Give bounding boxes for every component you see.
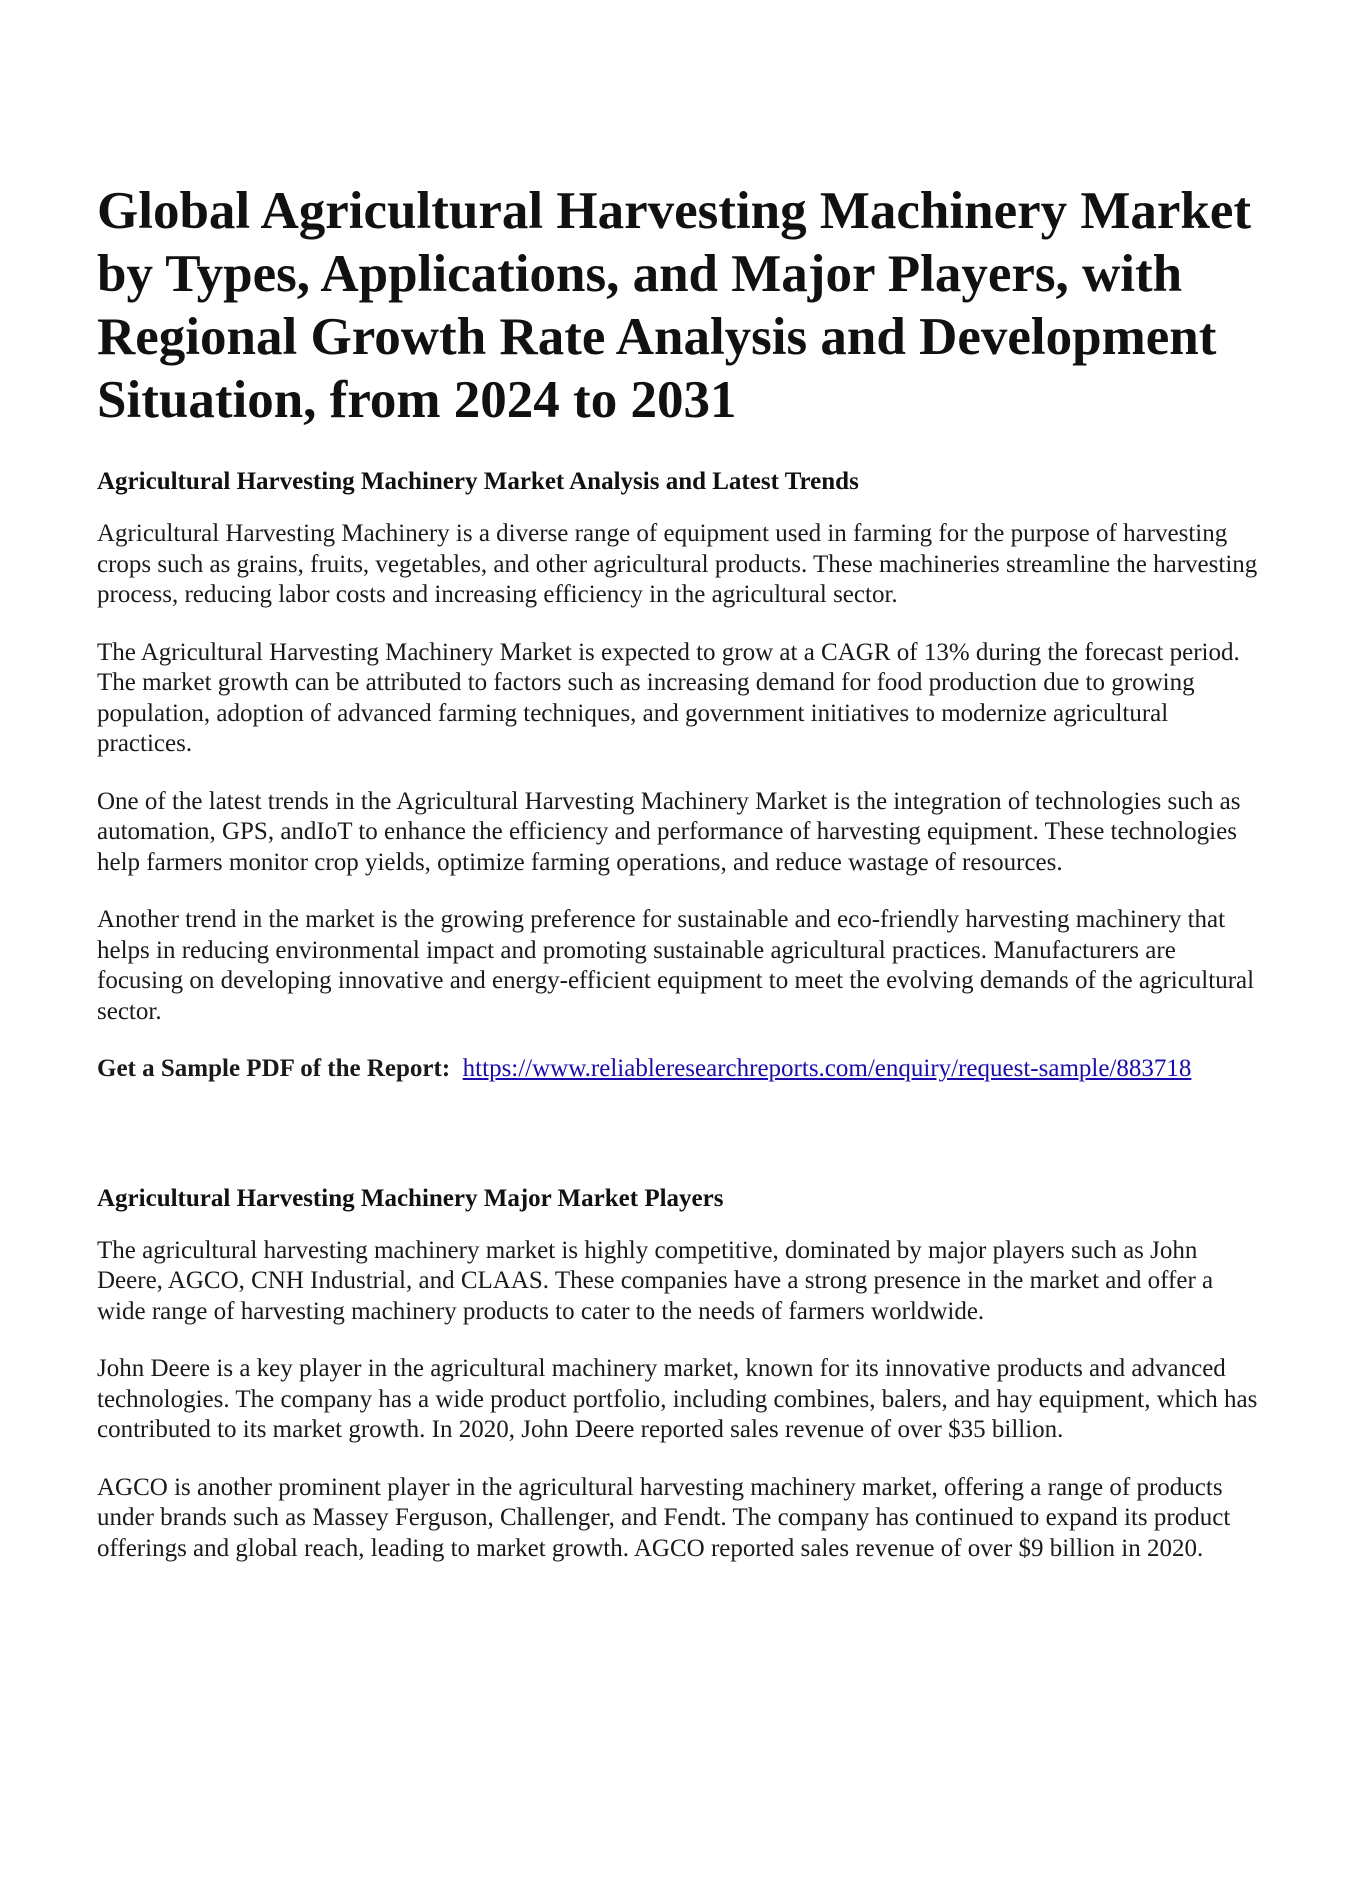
paragraph-definition: Agricultural Harvesting Machinery is a diverse range of equipment used in farming for the purpose of harvesting crops such as grains, fruits, vegetables, and other agricultural products. These machineries streamline the harvesting process, reducing labor costs and increasing efficiency in the agricultural sector. <box>97 520 1258 608</box>
sample-report-link[interactable]: https://www.reliableresearchreports.com/enquiry/request-sample/883718 <box>462 1055 1192 1082</box>
paragraph-agco: AGCO is another prominent player in the agricultural harvesting machinery market, offering a range of products under brands such as Massey Ferguson, Challenger, and Fendt. The company has continued to expand its product offerings and global reach, leading to market growth. AGCO reported sales revenue of over $9 billion in 2020. <box>97 1473 1231 1562</box>
sample-request <box>97 1054 1262 1085</box>
section-heading-players: Agricultural Harvesting Machinery Major Market Players <box>97 1184 724 1212</box>
section-spacer <box>97 1085 1262 1184</box>
section-heading-analysis: Agricultural Harvesting Machinery Market Analysis and Latest Trends <box>97 468 859 495</box>
paragraph-john-deere: John Deere is a key player in the agricultural machinery market, known for its innovative products and advanced technologies. The company has a wide product portfolio, including combines, balers, and hay equipment, which has contributed to its market growth. In 2020, John Deere reported sales revenue of over $35 billion. <box>97 1355 1258 1443</box>
paragraph-sustainability-trend: Another trend in the market is the growing preference for sustainable and eco-friendly harvesting machinery that helps in reducing environmental impact and promoting sustainable agricultural practices. Manufacturers are focusing on developing innovative and energy-efficient equipment to meet the evolving demands of the agricultural sector. <box>97 906 1255 1025</box>
paragraph-competition: The agricultural harvesting machinery market is highly competitive, dominated by major players such as John Deere, AGCO, CNH Industrial, and CLAAS. These companies have a strong presence in the market and offer a wide range of harvesting machinery products to cater to the needs of farmers worldwide. <box>97 1236 1214 1325</box>
sample-label: Get a Sample PDF of the Report: <box>97 1055 451 1082</box>
paragraph-technology-trend: One of the latest trends in the Agricultural Harvesting Machinery Market is the integration of technologies such as automation, GPS, andIoT to enhance the efficiency and performance of harvesting equipment. These technologies help farmers monitor crop yields, optimize farming operations, and reduce wastage of resources. <box>97 787 1241 876</box>
document-page <box>97 180 1262 1591</box>
document-title: Global Agricultural Harvesting Machinery Market by Types, Applications, and Major Players, with Regional Growth Rate Analysis and Development Situation, from 2024 to 2031 <box>97 182 1252 429</box>
paragraph-growth: The Agricultural Harvesting Machinery Market is expected to grow at a CAGR of 13% during the forecast period. The market growth can be attributed to factors such as increasing demand for food production due to growing population, adoption of advanced farming techniques, and government initiatives to modernize agricultural practices. <box>97 638 1240 757</box>
